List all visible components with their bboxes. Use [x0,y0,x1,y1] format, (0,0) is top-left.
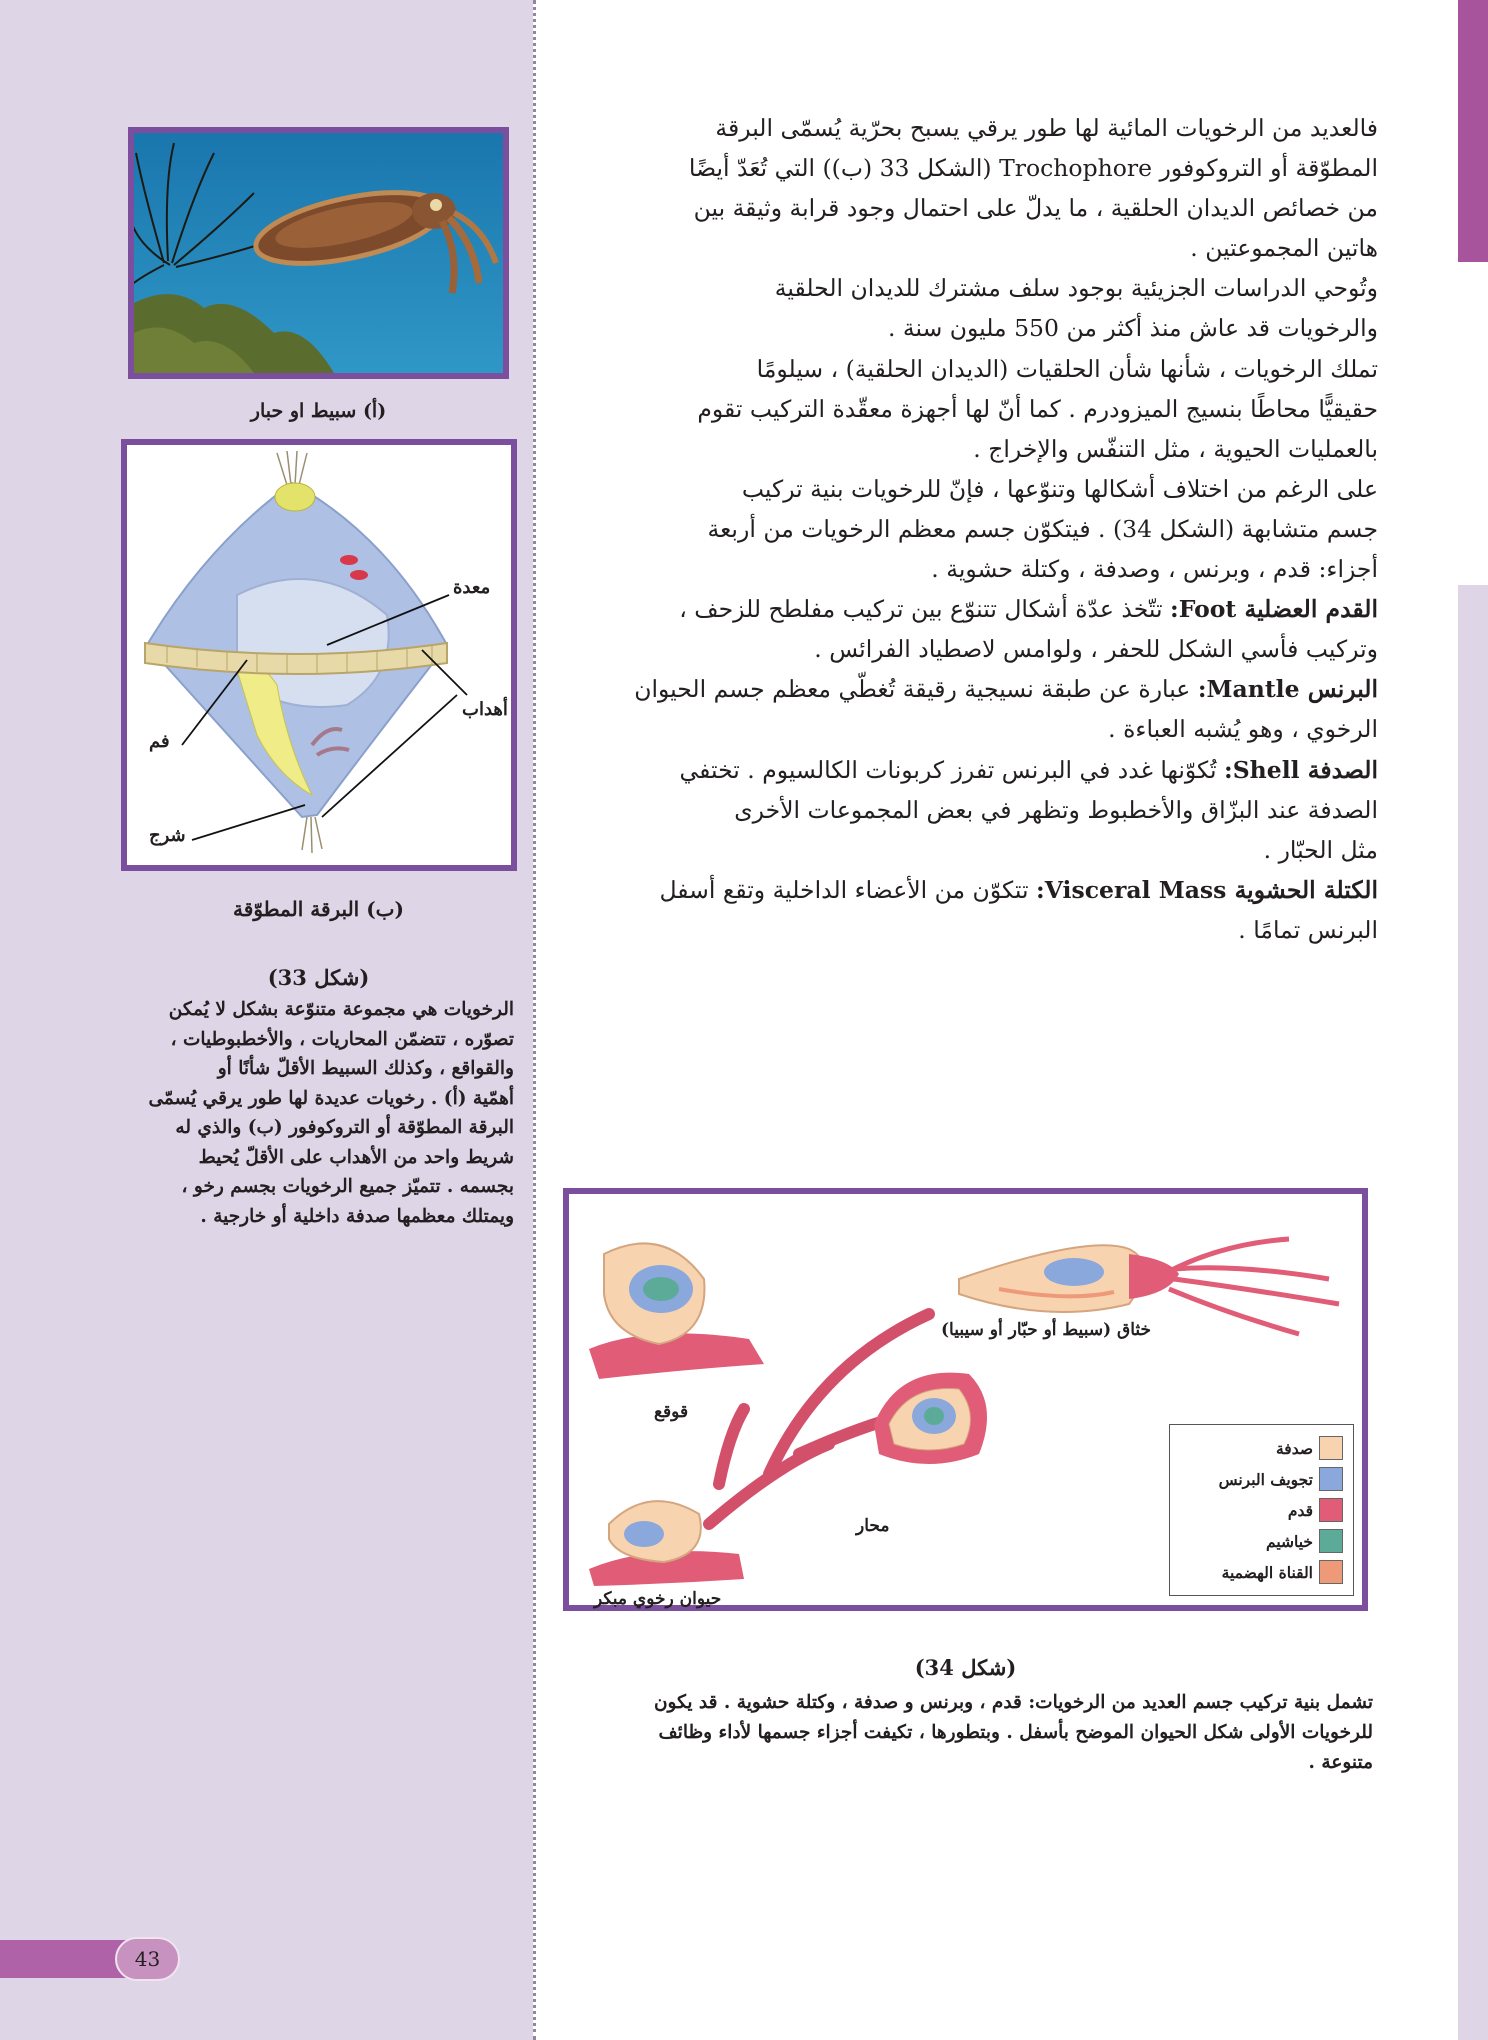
label-anus: شرج [149,825,186,846]
legend-item-digestive-tract: القناة الهضمية [1222,1559,1343,1585]
label-early-mollusc: حيوان رخوي مبكر [594,1589,722,1609]
swatch-digestive-tract [1319,1560,1343,1584]
text-line: والرخويات قد عاش منذ أكثر من 550 مليون سنة . [887,314,1378,343]
caption-line: ويمتلك معظمها صدفة داخلية أو خارجية . [200,1205,514,1227]
caption-line: أهمّية (أ) . رخويات عديدة لها طور يرقي يُسمّى [148,1087,514,1109]
caption-line: تصوّره ، تتضمّن المحاريات ، والأخطبوطيات ، [170,1028,514,1050]
label-cilia: أهداب [462,699,508,720]
caption-line: متنوعة . [1308,1752,1373,1773]
trochophore-illustration [127,445,511,865]
text-line: الرخوي ، وهو يُشبه العباءة . [1108,715,1378,744]
caption-line: بجسمه . تتميّز جميع الرخويات بجسم رخو ، [181,1176,514,1197]
text-line: هاتين المجموعتين . [1190,234,1378,263]
caption-line: تشمل بنية تركيب جسم العديد من الرخويات: قدم ، وبرنس و صدفة ، وكتلة حشوية . قد يكون [653,1692,1373,1713]
caption-line: والقواقع ، وكذلك السبيط الأقلّ شأنًا أو [217,1058,514,1079]
legend-item-shell: صدفة [1276,1435,1343,1461]
cuttlefish-photo [128,127,509,379]
caption-line: الرخويات هي مجموعة متنوّعة بشكل لا يُمكن [168,999,514,1020]
sidebar-divider [533,0,536,2040]
text-line: مثل الحبّار . [1263,835,1378,864]
legend-item-mantle-cavity: تجويف البرنس [1219,1466,1343,1492]
term-foot: القدم العضلية Foot: [1170,595,1378,624]
text-line: أجزاء: قدم ، وبرنس ، وصدفة ، وكتلة حشوية . [931,555,1378,584]
caption-line: للرخويات الأولى شكل الحيوان الموضح بأسفل . وبتطورها ، تكيفت أجزاء جسمها لأداء وظائف [658,1722,1373,1743]
figure-33b-caption: (ب) البرقة المطوّقة [233,897,404,921]
mollusc-body-plan-diagram [563,1188,1368,1611]
label-snail: قوقع [654,1402,689,1422]
caption-line: البرقة المطوّقة أو التروكوفور (ب) والذي له [175,1117,514,1138]
text-line: تملك الرخويات ، شأنها شأن الحلقيات (الديدان الحلقية) ، سيلومًا [756,354,1378,383]
text-line: وتركيب فأسي الشكل للحفر ، ولوامس لاصطياد الفرائس . [814,635,1378,664]
text-line: المطوّقة أو التروكوفور Trochophore (الشكل 33 (ب)) التي تُعَدّ أيضًا [688,154,1378,183]
text-line: من خصائص الديدان الحلقية ، ما يدلّ على احتمال وجود قرابة وثيقة بين [693,194,1378,223]
figure-33-title: (شكل 33) [267,965,370,990]
term-shell: الصدفة Shell: [1224,755,1378,784]
page-number: 43 [115,1937,180,1981]
figure-34-title: (شكل 34) [914,1655,1017,1680]
swatch-mantle-cavity [1319,1467,1343,1491]
figure-33a-caption: (أ) سبيط او حبار [250,400,387,422]
text-line: بالعمليات الحيوية ، مثل التنفّس والإخراج . [973,434,1378,463]
main-text-column [566,108,1378,950]
caption-line: شريط واحد من الأهداب على الأقلّ يُحيط [198,1146,514,1168]
text-line: حقيقيًّا محاطًا بنسيج الميزودرم . كما أنّ لها أجهزة معقّدة التركيب تقوم [697,394,1378,423]
text-line: الصدفة عند البزّاق والأخطبوط وتظهر في بعض المجموعات الأخرى [734,795,1378,824]
color-legend [1169,1424,1354,1596]
text-line: فالعديد من الرخويات المائية لها طور يرقي يسبح بحرّية يُسمّى البرقة [715,114,1378,142]
figure-34-caption-text [563,1688,1373,1778]
legend-item-gills: خياشيم [1266,1528,1343,1554]
text-line: البرنس تمامًا . [1238,915,1378,944]
text-line-foot: القدم العضلية Foot: تتّخذ عدّة أشكال تتنوّع بين تركيب مفلطح للزحف ، [679,595,1378,624]
edge-tab-accent [1458,0,1488,262]
text-line-mantle: البرنس Mantle: عبارة عن طبقة نسيجية رقيقة تُغطّي معظم جسم الحيوان [634,675,1378,704]
text-line: جسم متشابهة (الشكل 34) . فيتكوّن جسم معظم الرخويات من أربعة [707,514,1378,543]
text-line: وتُوحي الدراسات الجزيئية بوجود سلف مشترك للديدان الحلقية [774,274,1378,303]
swatch-gills [1319,1529,1343,1553]
term-visceral-mass: الكتلة الحشوية Visceral Mass: [1036,875,1378,904]
trochophore-diagram [121,439,517,871]
label-stomach: معدة [453,577,491,598]
figure-33-caption-text [126,995,514,1231]
label-clam: محار [856,1516,890,1536]
text-line: على الرغم من اختلاف أشكالها وتنوّعها ، فإنّ للرخويات بنية تركيب [741,474,1378,503]
swatch-shell [1319,1436,1343,1460]
label-squid: خثاق (سبيط أو حبّار أو سيبيا) [941,1320,1152,1340]
cuttlefish-illustration [134,133,503,373]
swatch-foot [1319,1498,1343,1522]
text-line-visceral: الكتلة الحشوية Visceral Mass: تتكوّن من الأعضاء الداخلية وتقع أسفل [659,875,1378,904]
term-mantle: البرنس Mantle: [1197,675,1378,704]
legend-item-foot: قدم [1288,1497,1343,1523]
edge-tab-lavender [1458,585,1488,2040]
label-mouth: فم [149,731,170,752]
text-line-shell: الصدفة Shell: تُكوّنها غدد في البرنس تفرز كربونات الكالسيوم . تختفي [679,755,1378,784]
